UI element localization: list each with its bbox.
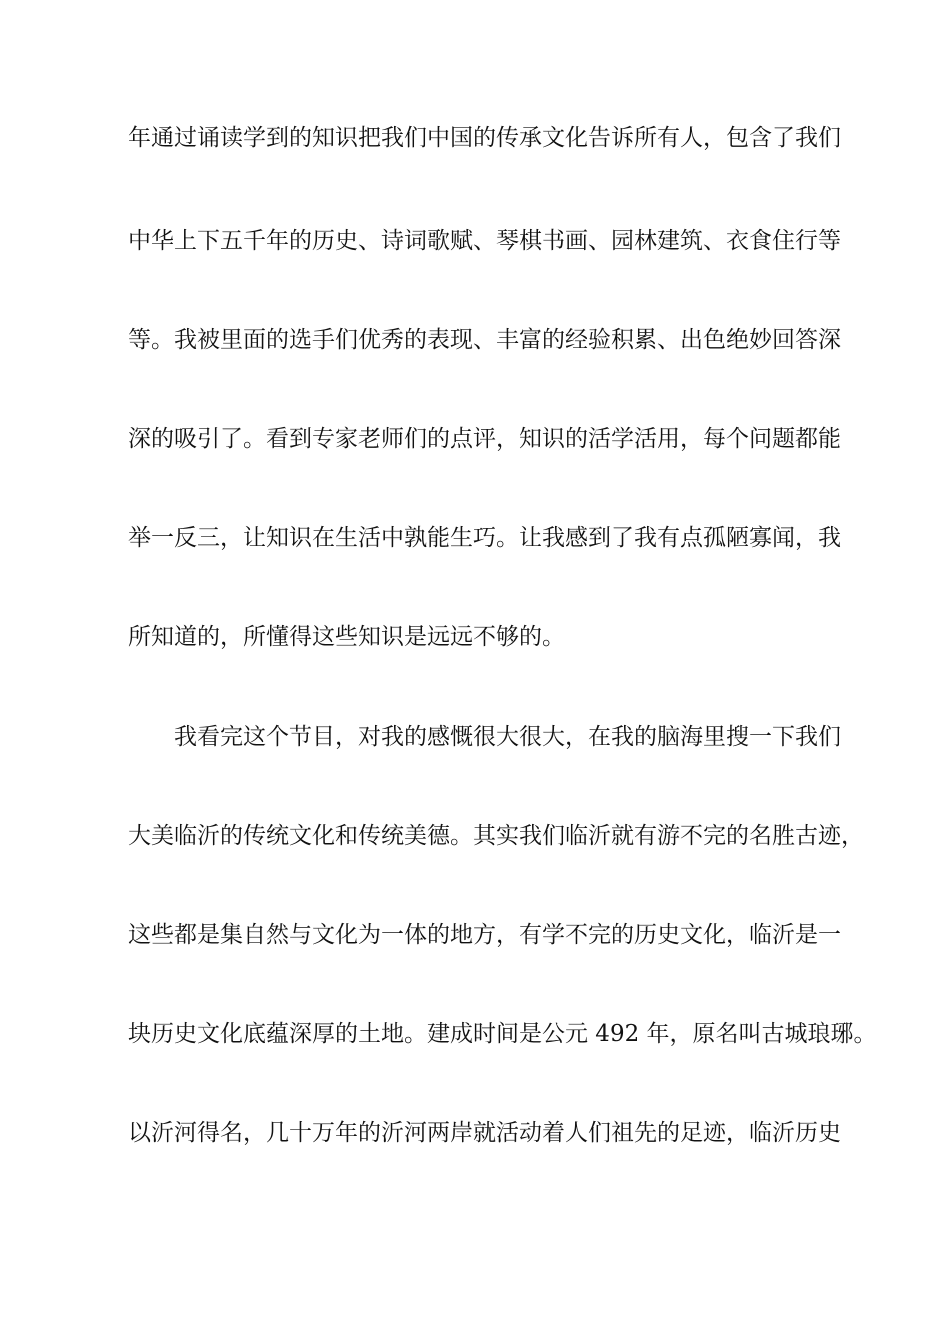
paragraph-line: 大美临沂的传统文化和传统美德。其实我们临沂就有游不完的名胜古迹， — [128, 823, 864, 849]
paragraph-line: 以沂河得名，几十万年的沂河两岸就活动着人们祖先的足迹，临沂历史 — [128, 1120, 841, 1146]
paragraph-line: 深的吸引了。看到专家老师们的点评，知识的活学活用，每个问题都能 — [128, 426, 841, 452]
paragraph-line: 我看完这个节目，对我的感慨很大很大，在我的脑海里搜一下我们 — [174, 724, 841, 750]
paragraph-line: 这些都是集自然与文化为一体的地方，有学不完的历史文化，临沂是一 — [128, 922, 841, 948]
paragraph-line: 年通过诵读学到的知识把我们中国的传承文化告诉所有人，包含了我们 — [128, 125, 841, 151]
paragraph-line: 块历史文化底蕴深厚的土地。建成时间是公元 492 年，原名叫古城琅琊。 — [128, 1021, 877, 1047]
paragraph-line: 举一反三，让知识在生活中孰能生巧。让我感到了我有点孤陋寡闻，我 — [128, 525, 841, 551]
paragraph-line: 等。我被里面的选手们优秀的表现、丰富的经验积累、出色绝妙回答深 — [128, 327, 841, 353]
paragraph-line: 所知道的，所懂得这些知识是远远不够的。 — [128, 624, 565, 650]
paragraph-line: 中华上下五千年的历史、诗词歌赋、琴棋书画、园林建筑、衣食住行等 — [128, 228, 841, 254]
